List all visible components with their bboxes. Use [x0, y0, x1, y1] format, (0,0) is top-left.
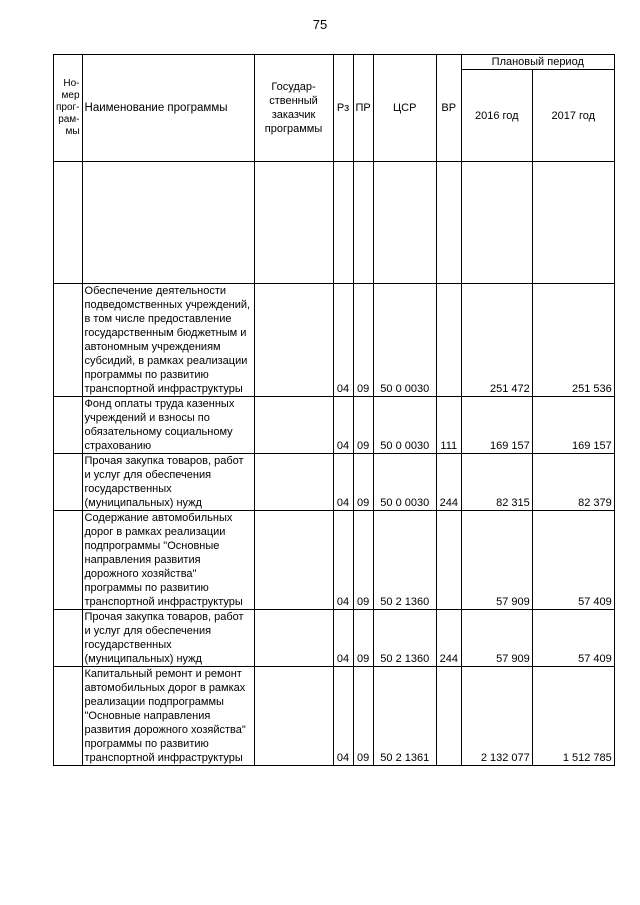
amount-2017-cell: 57 409: [532, 511, 614, 610]
column-header-csr: ЦСР: [373, 55, 436, 162]
vr-cell: 244: [436, 610, 461, 667]
program-name-cell: Прочая закупка товаров, работ и услуг для обеспечения государственных (муниципальных) нужд: [82, 454, 254, 511]
csr-cell: 50 2 1361: [373, 667, 436, 766]
csr-cell: 50 0 0030: [373, 454, 436, 511]
page-number: 75: [312, 17, 328, 32]
vr-cell: [436, 284, 461, 397]
customer-cell: [254, 511, 333, 610]
amount-2017-cell: 57 409: [532, 610, 614, 667]
amount-2016-cell: 57 909: [461, 511, 532, 610]
column-header-pr: ПР: [353, 55, 373, 162]
csr-cell: 50 2 1360: [373, 511, 436, 610]
table-row: [54, 397, 615, 454]
table-row: [54, 667, 615, 766]
amount-2016-cell: 251 472: [461, 284, 532, 397]
program-number-cell: [54, 454, 83, 511]
amount-2016-cell: 169 157: [461, 397, 532, 454]
amount-2017-cell: 1 512 785: [532, 667, 614, 766]
program-name-cell: Фонд оплаты труда казенных учреждений и взносы по обязательному социальному страхованию: [82, 397, 254, 454]
column-header-planned-period: Плановый период: [461, 55, 614, 70]
amount-2016-cell: 82 315: [461, 454, 532, 511]
pr-cell: 09: [353, 397, 373, 454]
amount-2017-cell: 82 379: [532, 454, 614, 511]
rz-cell: 04: [333, 610, 353, 667]
table-row: [54, 511, 615, 610]
column-header-name: Наименование программы: [82, 55, 254, 162]
customer-cell: [254, 610, 333, 667]
vr-cell: 244: [436, 454, 461, 511]
program-name-cell: Прочая закупка товаров, работ и услуг для обеспечения государственных (муниципальных) нужд: [82, 610, 254, 667]
column-header-2017: 2017 год: [532, 70, 614, 162]
program-name-cell: Содержание автомобильных дорог в рамках реализации подпрограммы "Основные направления развития дорожного хозяйства" программы по развитию транспортной инфраструктуры: [82, 511, 254, 610]
column-header-vr: ВР: [436, 55, 461, 162]
blank-row: [54, 162, 615, 284]
rz-cell: 04: [333, 284, 353, 397]
table-body: [54, 162, 615, 766]
column-header-number: Но-мер прог-рам-мы: [54, 55, 83, 162]
table-header: [54, 55, 615, 162]
amount-2016-cell: 57 909: [461, 610, 532, 667]
customer-cell: [254, 667, 333, 766]
amount-2017-cell: 251 536: [532, 284, 614, 397]
program-number-cell: [54, 610, 83, 667]
column-header-customer: Государ-ственный заказчик программы: [254, 55, 333, 162]
customer-cell: [254, 454, 333, 511]
table-row: [54, 284, 615, 397]
vr-cell: [436, 511, 461, 610]
column-header-rz: Рз: [333, 55, 353, 162]
csr-cell: 50 0 0030: [373, 397, 436, 454]
customer-cell: [254, 397, 333, 454]
program-name-cell: Капитальный ремонт и ремонт автомобильных дорог в рамках реализации подпрограммы "Основные направления развития дорожного хозяйства" программы по развитию транспортной инфраструктуры: [82, 667, 254, 766]
vr-cell: 111: [436, 397, 461, 454]
vr-cell: [436, 667, 461, 766]
amount-2016-cell: 2 132 077: [461, 667, 532, 766]
program-number-cell: [54, 511, 83, 610]
table-row: [54, 454, 615, 511]
program-name-cell: Обеспечение деятельности подведомственных учреждений, в том числе предоставление государственным бюджетным и автономным учреждениям субсидий, в рамках реализации программы по развитию транспортной инфраструктуры: [82, 284, 254, 397]
pr-cell: 09: [353, 667, 373, 766]
rz-cell: 04: [333, 454, 353, 511]
csr-cell: 50 0 0030: [373, 284, 436, 397]
column-header-2016: 2016 год: [461, 70, 532, 162]
pr-cell: 09: [353, 511, 373, 610]
program-number-cell: [54, 667, 83, 766]
rz-cell: 04: [333, 511, 353, 610]
pr-cell: 09: [353, 454, 373, 511]
pr-cell: 09: [353, 284, 373, 397]
table-row: [54, 610, 615, 667]
budget-table: [53, 54, 615, 766]
csr-cell: 50 2 1360: [373, 610, 436, 667]
pr-cell: 09: [353, 610, 373, 667]
rz-cell: 04: [333, 667, 353, 766]
program-number-cell: [54, 284, 83, 397]
rz-cell: 04: [333, 397, 353, 454]
amount-2017-cell: 169 157: [532, 397, 614, 454]
program-number-cell: [54, 397, 83, 454]
customer-cell: [254, 284, 333, 397]
